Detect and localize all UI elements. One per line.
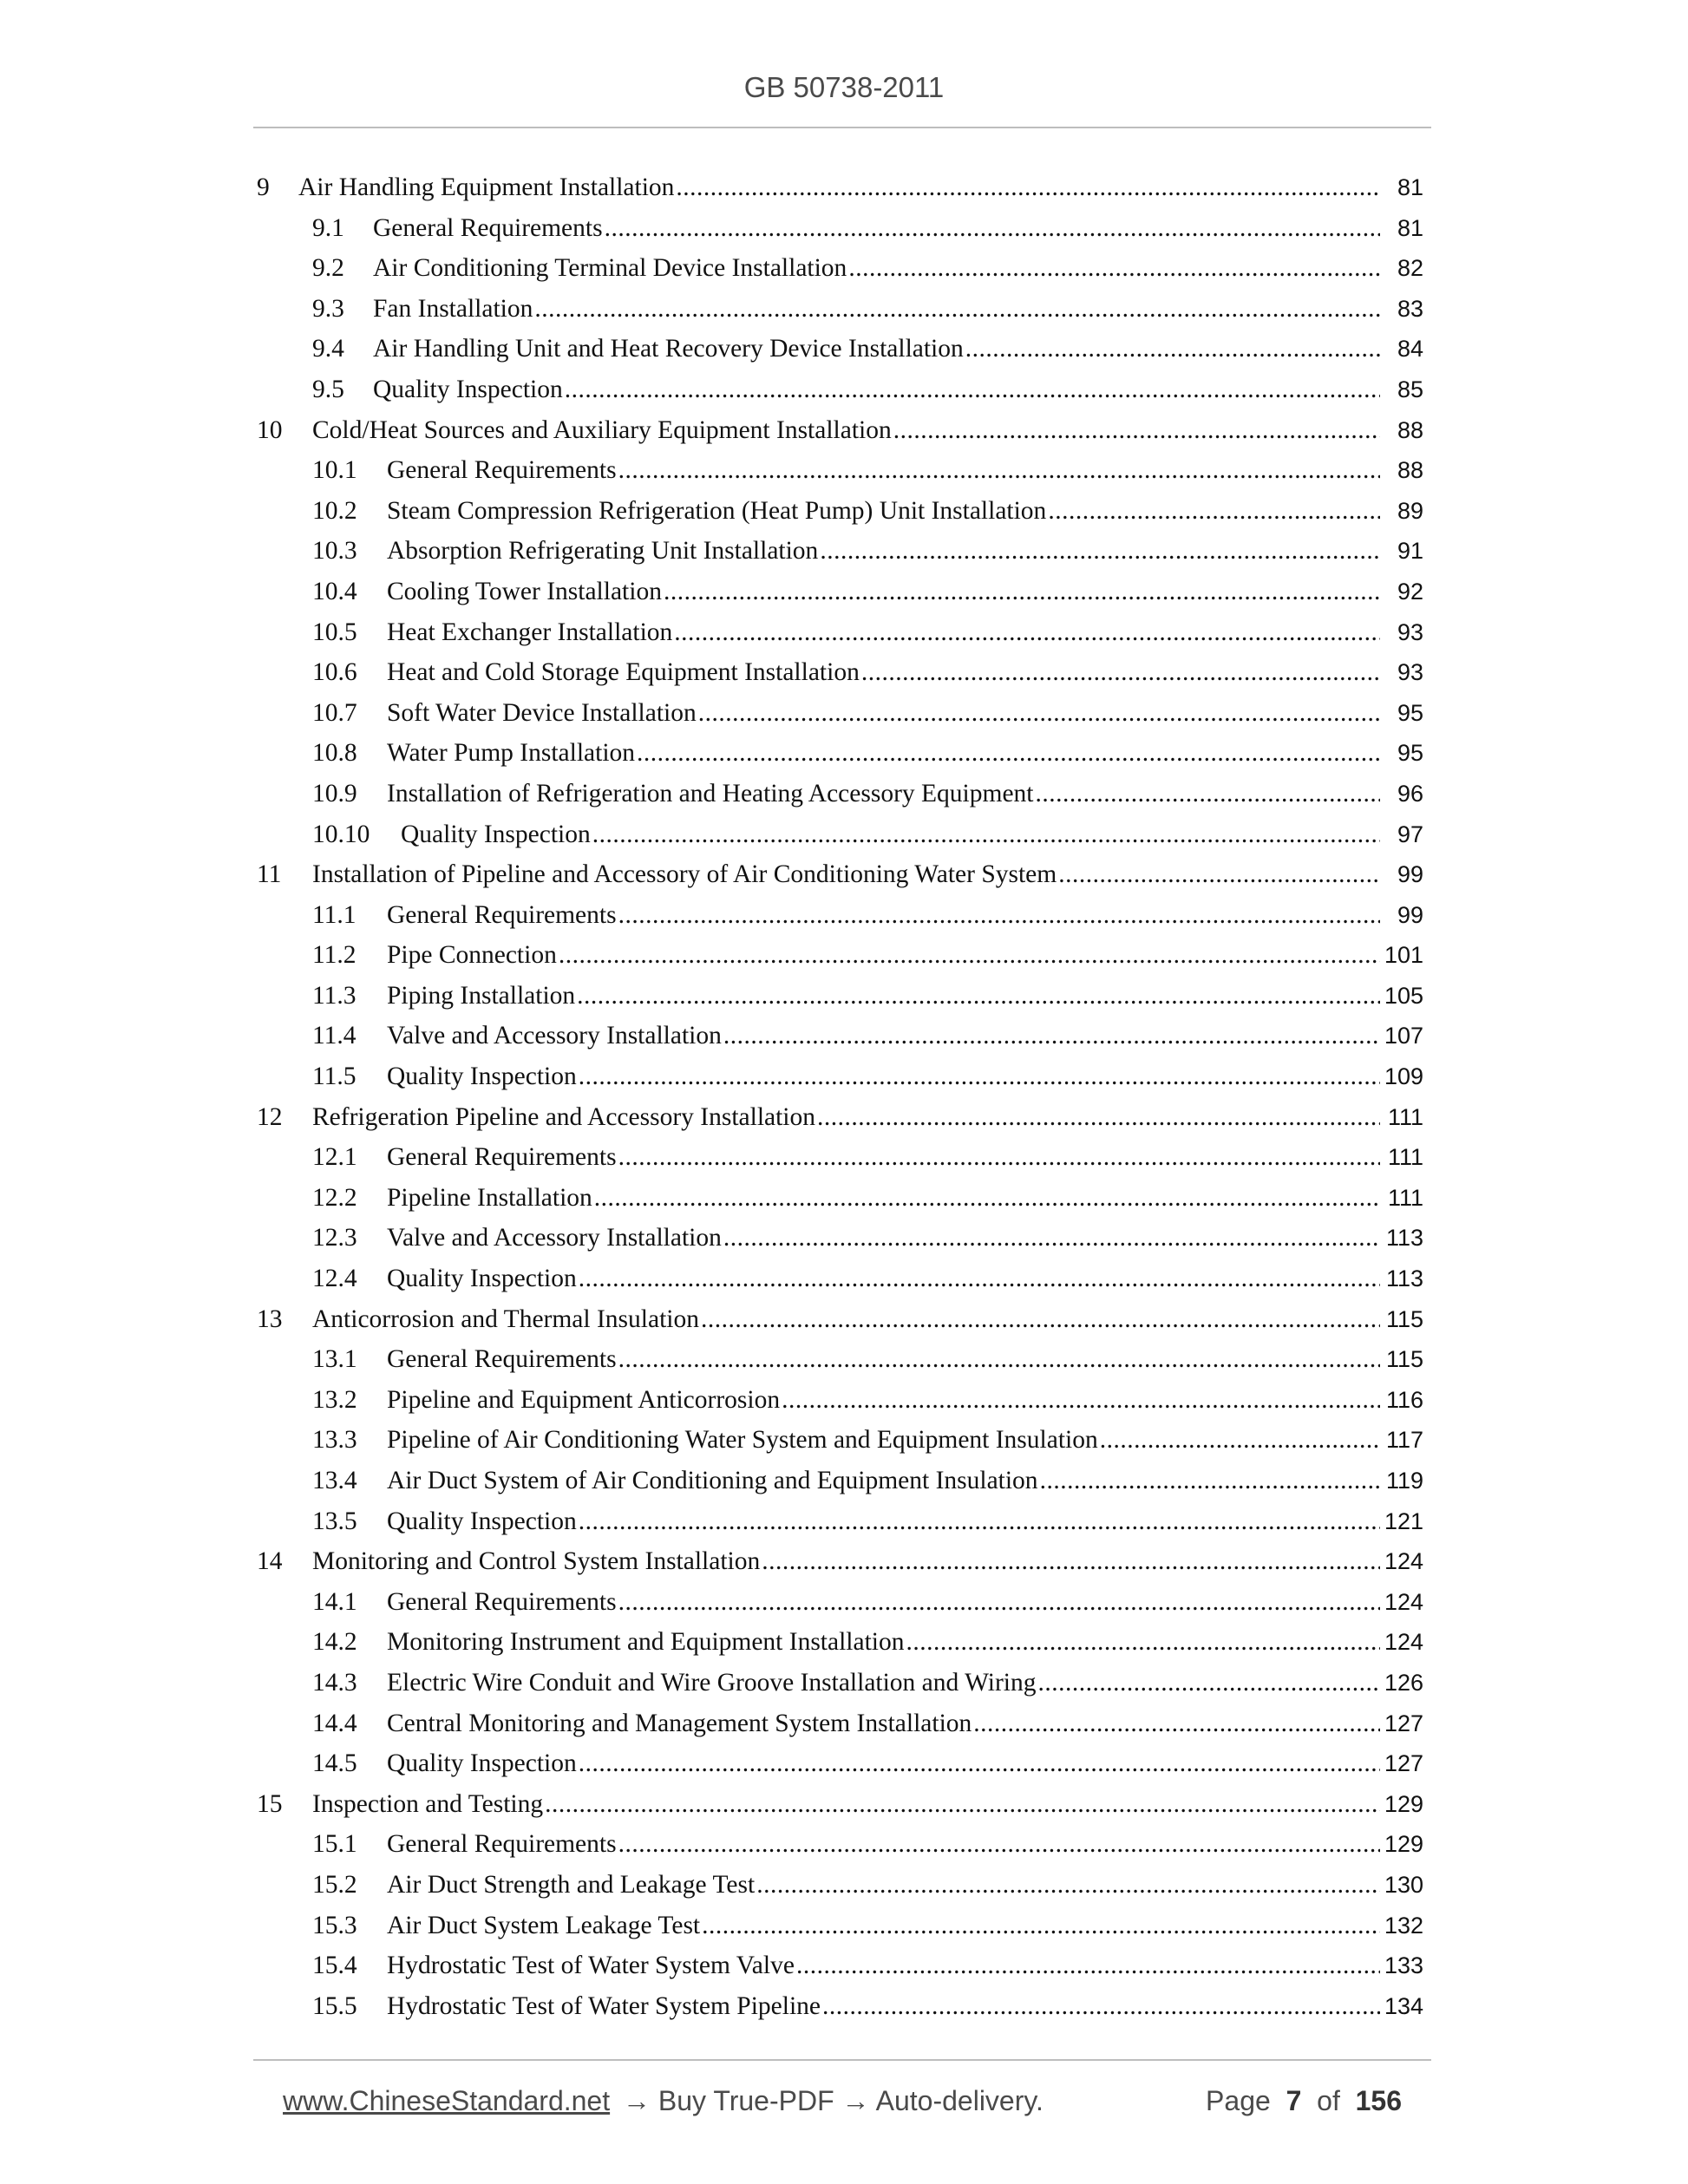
toc-dot-leader (676, 173, 1380, 202)
toc-section-entry[interactable] (257, 699, 1423, 740)
toc-section-entry[interactable] (257, 780, 1423, 821)
toc-dot-leader (861, 658, 1380, 687)
toc-entry-title: General Requirements (387, 900, 617, 929)
toc-dot-leader (618, 901, 1380, 930)
toc-dot-leader (579, 1265, 1380, 1293)
toc-entry-page-number: 88 (1397, 457, 1423, 484)
toc-entry-title: Pipeline and Equipment Anticorrosion (387, 1385, 781, 1414)
toc-dot-leader (822, 1992, 1380, 2021)
toc-entry-title: Quality Inspection (373, 375, 563, 403)
toc-entry-number: 12.2 (312, 1183, 357, 1212)
toc-section-entry[interactable] (257, 901, 1423, 942)
toc-entry-page-number: 107 (1384, 1023, 1423, 1049)
toc-entry-number: 14.2 (312, 1628, 357, 1657)
toc-entry-title: Quality Inspection (387, 1507, 577, 1535)
toc-entry-number: 15 (257, 1789, 283, 1818)
toc-entry-title: Fan Installation (373, 294, 533, 323)
toc-dot-leader (893, 416, 1380, 445)
toc-section-entry[interactable] (257, 1386, 1423, 1427)
toc-section-entry[interactable] (257, 1669, 1423, 1710)
toc-entry-title: Cooling Tower Installation (387, 577, 662, 605)
toc-dot-leader (906, 1628, 1380, 1657)
toc-entry-page-number: 91 (1397, 538, 1423, 565)
toc-dot-leader (605, 214, 1380, 243)
toc-dot-leader (762, 1547, 1380, 1576)
toc-entry-number: 11.5 (312, 1063, 357, 1091)
toc-entry-page-number: 82 (1397, 255, 1423, 282)
toc-section-entry[interactable] (257, 1467, 1423, 1507)
toc-entry-title: Steam Compression Refrigeration (Heat Pump) Unit Installation (387, 496, 1047, 525)
toc-dot-leader (1100, 1426, 1380, 1455)
toc-entry-number: 10.3 (312, 537, 357, 566)
total-pages-number: 156 (1355, 2085, 1402, 2116)
toc-entry-number: 13 (257, 1305, 283, 1333)
toc-entry-title: Inspection and Testing (312, 1789, 544, 1818)
toc-dot-leader (701, 1305, 1380, 1334)
toc-entry-number: 9.2 (312, 254, 344, 283)
toc-entry-number: 15.1 (312, 1830, 357, 1859)
toc-dot-leader (618, 456, 1380, 485)
current-page-number: 7 (1286, 2085, 1302, 2116)
toc-entry-number: 15.3 (312, 1911, 357, 1939)
toc-section-entry[interactable] (257, 537, 1423, 578)
toc-entry-page-number: 115 (1385, 1346, 1423, 1373)
toc-section-entry[interactable] (257, 456, 1423, 497)
toc-entry-page-number: 116 (1385, 1386, 1423, 1413)
toc-entry-title: General Requirements (387, 1143, 617, 1172)
toc-entry-number: 14.1 (312, 1587, 357, 1616)
toc-dot-leader (796, 1952, 1380, 1980)
toc-entry-title: Water Pump Installation (387, 739, 636, 768)
toc-entry-page-number: 93 (1397, 659, 1423, 686)
toc-entry-page-number: 99 (1397, 901, 1423, 928)
toc-chapter-entry[interactable] (257, 1547, 1423, 1588)
toc-entry-title: Quality Inspection (401, 820, 591, 848)
toc-entry-page-number: 129 (1384, 1790, 1423, 1817)
toc-entry-number: 11 (257, 860, 282, 889)
toc-entry-title: Central Monitoring and Management System Installation (387, 1709, 972, 1737)
toc-entry-number: 9.4 (312, 335, 344, 363)
toc-entry-number: 10.1 (312, 456, 357, 485)
toc-dot-leader (579, 1749, 1380, 1778)
toc-entry-title: Pipe Connection (387, 941, 557, 970)
toc-section-entry[interactable] (257, 254, 1423, 295)
page-label: Page (1206, 2085, 1271, 2116)
toc-entry-number: 12 (257, 1102, 283, 1131)
toc-entry-number: 14 (257, 1547, 283, 1576)
toc-section-entry[interactable] (257, 1912, 1423, 1952)
toc-dot-leader (965, 335, 1380, 363)
toc-dot-leader (723, 1022, 1380, 1050)
toc-dot-leader (579, 1507, 1380, 1536)
toc-dot-leader (723, 1224, 1380, 1252)
toc-entry-number: 14.4 (312, 1709, 357, 1737)
toc-entry-number: 11.2 (312, 941, 357, 970)
toc-entry-page-number: 96 (1397, 780, 1423, 807)
toc-dot-leader (674, 618, 1380, 647)
toc-entry-number: 15.5 (312, 1991, 357, 2020)
toc-section-entry[interactable] (257, 1184, 1423, 1225)
toc-entry-title: Cold/Heat Sources and Auxiliary Equipment Installation (312, 415, 892, 444)
toc-entry-number: 10.4 (312, 577, 357, 605)
toc-entry-page-number: 93 (1397, 618, 1423, 645)
toc-entry-page-number: 84 (1397, 336, 1423, 363)
toc-entry-page-number: 111 (1387, 1184, 1423, 1211)
toc-dot-leader (577, 982, 1380, 1010)
toc-entry-page-number: 134 (1384, 1992, 1423, 2019)
toc-entry-number: 15.2 (312, 1870, 357, 1899)
toc-entry-number: 9 (257, 173, 270, 201)
toc-entry-page-number: 81 (1397, 174, 1423, 200)
toc-entry-title: Refrigeration Pipeline and Accessory Installation (312, 1102, 816, 1131)
toc-dot-leader (618, 1588, 1380, 1617)
toc-entry-title: Quality Inspection (387, 1749, 577, 1778)
page-indicator (1206, 2085, 1402, 2117)
toc-dot-leader (559, 941, 1380, 970)
toc-entry-title: Anticorrosion and Thermal Insulation (312, 1305, 699, 1333)
toc-entry-page-number: 127 (1384, 1750, 1423, 1777)
toc-dot-leader (637, 739, 1380, 768)
toc-entry-page-number: 89 (1397, 497, 1423, 524)
toc-entry-page-number: 95 (1397, 740, 1423, 767)
toc-entry-number: 13.3 (312, 1426, 357, 1455)
toc-entry-number: 11.4 (312, 1022, 357, 1050)
toc-section-entry[interactable] (257, 1588, 1423, 1629)
toc-entry-title: Pipeline Installation (387, 1183, 592, 1212)
toc-section-entry[interactable] (257, 1426, 1423, 1467)
toc-entry-title: Heat Exchanger Installation (387, 618, 673, 646)
toc-entry-number: 11.3 (312, 981, 357, 1010)
toc-section-entry[interactable] (257, 1830, 1423, 1871)
toc-chapter-entry[interactable] (257, 1790, 1423, 1831)
toc-section-entry[interactable] (257, 295, 1423, 336)
toc-section-entry[interactable] (257, 821, 1423, 861)
toc-entry-title: Soft Water Device Installation (387, 698, 697, 727)
toc-entry-title: Quality Inspection (387, 1265, 577, 1293)
toc-entry-number: 10.2 (312, 496, 357, 525)
toc-entry-title: Valve and Accessory Installation (387, 1022, 722, 1050)
footer-divider (253, 2059, 1431, 2061)
toc-section-entry[interactable] (257, 1992, 1423, 2033)
toc-entry-title: Air Handling Equipment Installation (298, 173, 675, 201)
toc-dot-leader (848, 254, 1380, 283)
toc-section-entry[interactable] (257, 982, 1423, 1023)
toc-entry-title: General Requirements (387, 1830, 617, 1859)
toc-dot-leader (534, 295, 1380, 324)
toc-entry-page-number: 115 (1385, 1305, 1423, 1332)
toc-entry-title: Quality Inspection (387, 1063, 577, 1091)
page-of-label: of (1317, 2085, 1340, 2116)
toc-dot-leader (698, 699, 1380, 728)
toc-dot-leader (664, 578, 1380, 606)
toc-dot-leader (702, 1912, 1380, 1940)
toc-entry-title: General Requirements (373, 213, 603, 242)
toc-entry-title: Electric Wire Conduit and Wire Groove Installation and Wiring (387, 1668, 1037, 1697)
toc-entry-page-number: 113 (1385, 1225, 1423, 1252)
toc-entry-title: Valve and Accessory Installation (387, 1224, 722, 1252)
toc-section-entry[interactable] (257, 1749, 1423, 1790)
toc-entry-title: Installation of Refrigeration and Heating Accessory Equipment (387, 779, 1034, 808)
toc-entry-page-number: 111 (1387, 1144, 1423, 1171)
toc-entry-title: Air Duct System Leakage Test (387, 1911, 701, 1939)
toc-entry-page-number: 95 (1397, 699, 1423, 726)
toc-entry-title: Hydrostatic Test of Water System Valve (387, 1952, 795, 1980)
toc-entry-title: Absorption Refrigerating Unit Installation (387, 537, 819, 566)
toc-section-entry[interactable] (257, 941, 1423, 982)
toc-entry-number: 10.5 (312, 618, 357, 646)
toc-entry-number: 15.4 (312, 1952, 357, 1980)
toc-entry-page-number: 92 (1397, 578, 1423, 605)
toc-dot-leader (579, 1063, 1380, 1091)
toc-entry-number: 12.4 (312, 1265, 357, 1293)
toc-section-entry[interactable] (257, 1345, 1423, 1386)
toc-entry-page-number: 81 (1397, 214, 1423, 241)
header-divider (253, 127, 1431, 128)
toc-entry-number: 11.1 (312, 900, 357, 929)
toc-dot-leader (782, 1386, 1380, 1415)
toc-dot-leader (592, 821, 1380, 849)
toc-entry-page-number: 132 (1384, 1912, 1423, 1939)
toc-section-entry[interactable] (257, 214, 1423, 255)
toc-entry-number: 9.5 (312, 375, 344, 403)
toc-section-entry[interactable] (257, 497, 1423, 538)
toc-chapter-entry[interactable] (257, 173, 1423, 214)
toc-entry-page-number: 121 (1384, 1507, 1423, 1534)
document-header-title: GB 50738-2011 (743, 71, 945, 103)
toc-entry-number: 10.8 (312, 739, 357, 768)
toc-entry-number: 10 (257, 415, 283, 444)
toc-entry-number: 13.4 (312, 1467, 357, 1494)
toc-entry-page-number: 97 (1397, 821, 1423, 847)
toc-section-entry[interactable] (257, 739, 1423, 780)
toc-entry-title: Heat and Cold Storage Equipment Installation (387, 658, 860, 687)
toc-entry-page-number: 85 (1397, 376, 1423, 402)
toc-entry-title: Installation of Pipeline and Accessory of Air Conditioning Water System (312, 860, 1057, 889)
toc-entry-page-number: 113 (1385, 1265, 1423, 1292)
toc-section-entry[interactable] (257, 618, 1423, 659)
website-link[interactable]: www.ChineseStandard.net (283, 2085, 611, 2116)
toc-dot-leader (817, 1103, 1380, 1132)
toc-section-entry[interactable] (257, 658, 1423, 699)
toc-entry-page-number: 130 (1384, 1871, 1423, 1898)
footer-promo-text: → Buy True-PDF → Auto-delivery. (623, 2085, 1044, 2116)
toc-dot-leader (973, 1710, 1380, 1738)
toc-entry-page-number: 124 (1384, 1629, 1423, 1656)
toc-dot-leader (1058, 860, 1380, 889)
toc-entry-page-number: 111 (1387, 1103, 1423, 1130)
toc-entry-number: 14.5 (312, 1749, 357, 1778)
toc-entry-page-number: 83 (1397, 295, 1423, 322)
toc-entry-title: Air Duct Strength and Leakage Test (387, 1870, 756, 1899)
toc-dot-leader (618, 1830, 1380, 1859)
toc-entry-title: Piping Installation (387, 981, 576, 1010)
toc-entry-page-number: 124 (1384, 1588, 1423, 1615)
toc-chapter-entry[interactable] (257, 860, 1423, 901)
toc-entry-title: Monitoring Instrument and Equipment Installation (387, 1628, 905, 1657)
toc-entry-page-number: 127 (1384, 1710, 1423, 1736)
toc-entry-number: 10.6 (312, 658, 357, 687)
toc-entry-number: 12.1 (312, 1143, 357, 1172)
toc-chapter-entry[interactable] (257, 1103, 1423, 1144)
toc-section-entry[interactable] (257, 1952, 1423, 1992)
toc-section-entry[interactable] (257, 1143, 1423, 1184)
toc-entry-title: General Requirements (387, 456, 617, 485)
toc-entry-page-number: 109 (1384, 1063, 1423, 1090)
toc-section-entry[interactable] (257, 1265, 1423, 1305)
page-footer (283, 2085, 1402, 2117)
toc-section-entry[interactable] (257, 376, 1423, 416)
toc-entry-page-number: 133 (1384, 1952, 1423, 1979)
table-of-contents (257, 173, 1423, 2032)
toc-entry-page-number: 119 (1385, 1468, 1423, 1494)
toc-dot-leader (1038, 1669, 1381, 1697)
toc-entry-page-number: 117 (1385, 1427, 1423, 1454)
toc-entry-page-number: 126 (1384, 1669, 1423, 1696)
toc-dot-leader (565, 376, 1380, 404)
toc-chapter-entry[interactable] (257, 1305, 1423, 1346)
toc-entry-number: 13.2 (312, 1385, 357, 1414)
toc-section-entry[interactable] (257, 1871, 1423, 1912)
toc-entry-title: Air Duct System of Air Conditioning and Equipment Insulation (387, 1467, 1038, 1494)
toc-entry-title: Air Handling Unit and Heat Recovery Device Installation (373, 335, 964, 363)
toc-dot-leader (618, 1143, 1380, 1172)
toc-entry-number: 13.5 (312, 1507, 357, 1535)
toc-entry-page-number: 129 (1384, 1831, 1423, 1858)
toc-entry-number: 9.1 (312, 213, 344, 242)
toc-entry-number: 10.9 (312, 779, 357, 808)
toc-entry-page-number: 124 (1384, 1548, 1423, 1575)
toc-section-entry[interactable] (257, 335, 1423, 376)
toc-dot-leader (756, 1871, 1380, 1900)
toc-entry-title: General Requirements (387, 1587, 617, 1616)
toc-entry-number: 10.7 (312, 698, 357, 727)
toc-chapter-entry[interactable] (257, 416, 1423, 457)
toc-entry-page-number: 105 (1384, 982, 1423, 1009)
toc-entry-number: 14.3 (312, 1668, 357, 1697)
toc-entry-title: General Requirements (387, 1345, 617, 1374)
toc-dot-leader (1040, 1467, 1380, 1495)
toc-dot-leader (820, 537, 1380, 566)
toc-entry-number: 12.3 (312, 1224, 357, 1252)
toc-section-entry[interactable] (257, 1628, 1423, 1669)
toc-entry-page-number: 88 (1397, 416, 1423, 443)
toc-section-entry[interactable] (257, 1063, 1423, 1103)
toc-entry-page-number: 101 (1384, 942, 1423, 969)
toc-dot-leader (545, 1790, 1380, 1819)
toc-entry-number: 9.3 (312, 294, 344, 323)
toc-dot-leader (618, 1345, 1380, 1374)
toc-dot-leader (594, 1184, 1380, 1213)
toc-section-entry[interactable] (257, 578, 1423, 618)
toc-section-entry[interactable] (257, 1710, 1423, 1750)
toc-entry-title: Hydrostatic Test of Water System Pipeline (387, 1991, 821, 2020)
toc-dot-leader (1048, 497, 1380, 526)
toc-section-entry[interactable] (257, 1022, 1423, 1063)
toc-dot-leader (1035, 780, 1380, 808)
toc-entry-title: Pipeline of Air Conditioning Water System and Equipment Insulation (387, 1426, 1098, 1455)
toc-section-entry[interactable] (257, 1224, 1423, 1265)
toc-entry-page-number: 99 (1397, 861, 1423, 888)
toc-entry-number: 10.10 (312, 820, 370, 848)
toc-section-entry[interactable] (257, 1507, 1423, 1548)
toc-entry-number: 13.1 (312, 1345, 357, 1374)
toc-entry-title: Monitoring and Control System Installation (312, 1547, 761, 1576)
toc-entry-title: Air Conditioning Terminal Device Installation (373, 254, 847, 283)
